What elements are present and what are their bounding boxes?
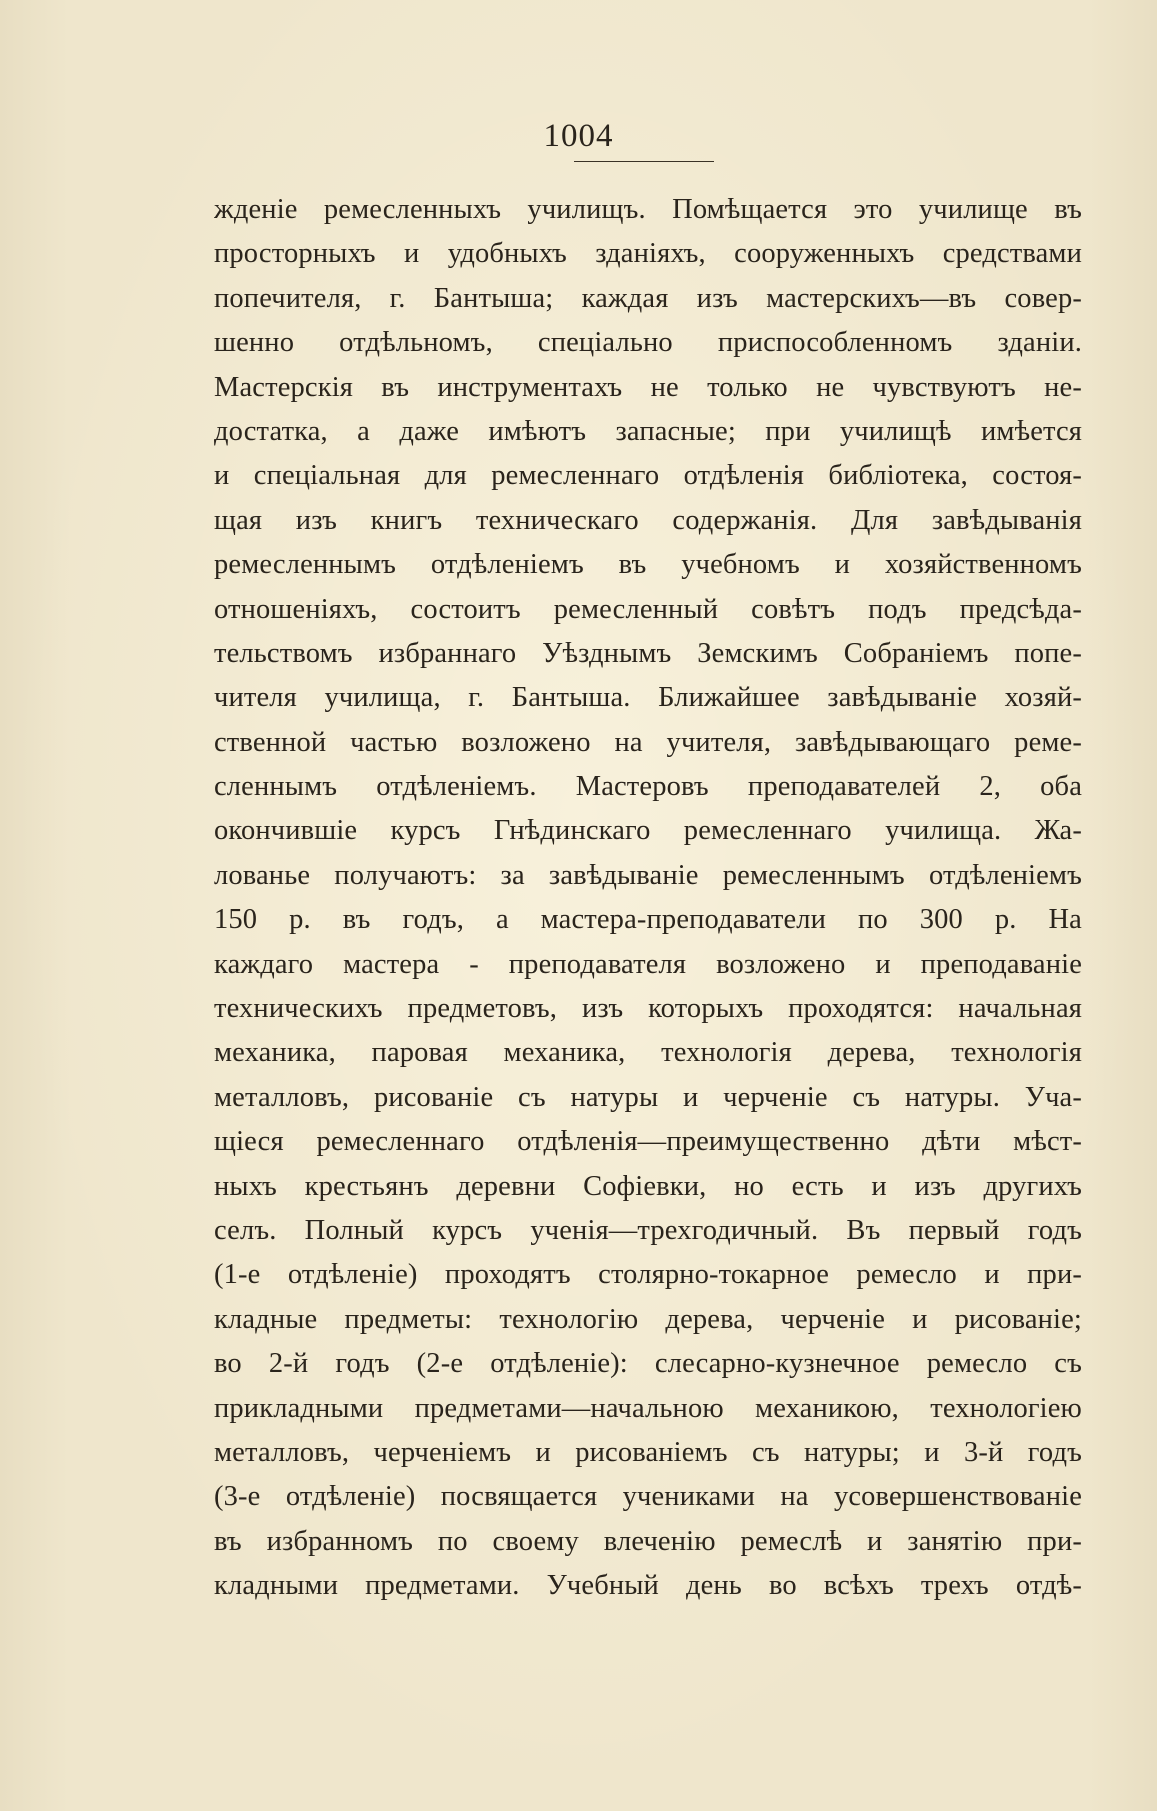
text-line: и спеціальная для ремесленнаго отдѣленія библіотека, состоя- <box>214 460 1082 492</box>
text-line: металловъ, черченіемъ и рисованіемъ съ натуры; и 3-й годъ <box>214 1436 1082 1468</box>
text-line: щая изъ книгъ техническаго содержанія. Для завѣдыванія <box>214 504 1082 536</box>
text-line: ственной частью возложено на учителя, завѣдывающаго реме- <box>214 726 1082 758</box>
text-line: во 2-й годъ (2-е отдѣленіе): слесарно-кузнечное ремесло съ <box>214 1348 1082 1380</box>
text-line: ныхъ крестьянъ деревни Софіевки, но есть и изъ другихъ <box>214 1170 1082 1202</box>
text-line: жденіе ремесленныхъ училищъ. Помѣщается это училище въ <box>214 194 1082 225</box>
text-line: (1-е отдѣленіе) проходятъ столярно-токарное ремесло и при- <box>214 1259 1082 1291</box>
text-line: механика, паровая механика, технологія дерева, технологія <box>214 1037 1082 1069</box>
text-line: металловъ, рисованіе съ натуры и черченіе съ натуры. Уча- <box>214 1081 1082 1113</box>
text-line: достатка, а даже имѣютъ запасные; при училищѣ имѣется <box>214 415 1082 447</box>
text-line: кладными предметами. Учебный день во всѣхъ трехъ отдѣ- <box>214 1570 1082 1602</box>
body-text <box>214 188 1082 1609</box>
text-line: тельствомъ избраннаго Уѣзднымъ Земскимъ Собраніемъ попе- <box>214 637 1082 669</box>
text-line: въ избранномъ по своему влеченію ремеслѣ и занятію при- <box>214 1525 1082 1557</box>
text-line: прикладными предметами—начальною механикою, технологіею <box>214 1392 1082 1424</box>
text-line: попечителя, г. Бантыша; каждая изъ мастерскихъ—въ совер- <box>214 282 1082 314</box>
text-line: просторныхъ и удобныхъ зданіяхъ, сооруженныхъ средствами <box>214 238 1082 270</box>
text-line: лованье получаютъ: за завѣдываніе ремесленнымъ отдѣленіемъ <box>214 859 1082 891</box>
text-line: ремесленнымъ отдѣленіемъ въ учебномъ и хозяйственномъ <box>214 549 1082 581</box>
text-line: шенно отдѣльномъ, спеціально приспособленномъ зданіи. <box>214 327 1082 359</box>
text-line: Мастерскія въ инструментахъ не только не чувствуютъ не- <box>214 371 1082 403</box>
text-line: (3-е отдѣленіе) посвящается учениками на усовершенствованіе <box>214 1481 1082 1513</box>
page-number: 1004 <box>543 118 614 154</box>
text-line: окончившіе курсъ Гнѣдинскаго ремесленнаго училища. Жа- <box>214 815 1082 847</box>
text-line: щіеся ремесленнаго отдѣленія—преимущественно дѣти мѣст- <box>214 1126 1082 1158</box>
text-line: чителя училища, г. Бантыша. Ближайшее завѣдываніе хозяй- <box>214 682 1082 714</box>
text-line: каждаго мастера - преподавателя возложено и преподаваніе <box>214 948 1082 980</box>
text-line: 150 р. въ годъ, а мастера-преподаватели по 300 р. На <box>214 904 1082 936</box>
text-line: селъ. Полный курсъ ученія—трехгодичный. Въ первый годъ <box>214 1214 1082 1246</box>
text-line: отношеніяхъ, состоитъ ремесленный совѣтъ подъ предсѣда- <box>214 593 1082 625</box>
text-line: техническихъ предметовъ, изъ которыхъ проходятся: начальная <box>214 993 1082 1025</box>
text-line: сленнымъ отдѣленіемъ. Мастеровъ преподавателей 2, оба <box>214 771 1082 803</box>
page-number-rule <box>574 161 714 162</box>
text-line: кладные предметы: технологію дерева, черченіе и рисованіе; <box>214 1303 1082 1335</box>
